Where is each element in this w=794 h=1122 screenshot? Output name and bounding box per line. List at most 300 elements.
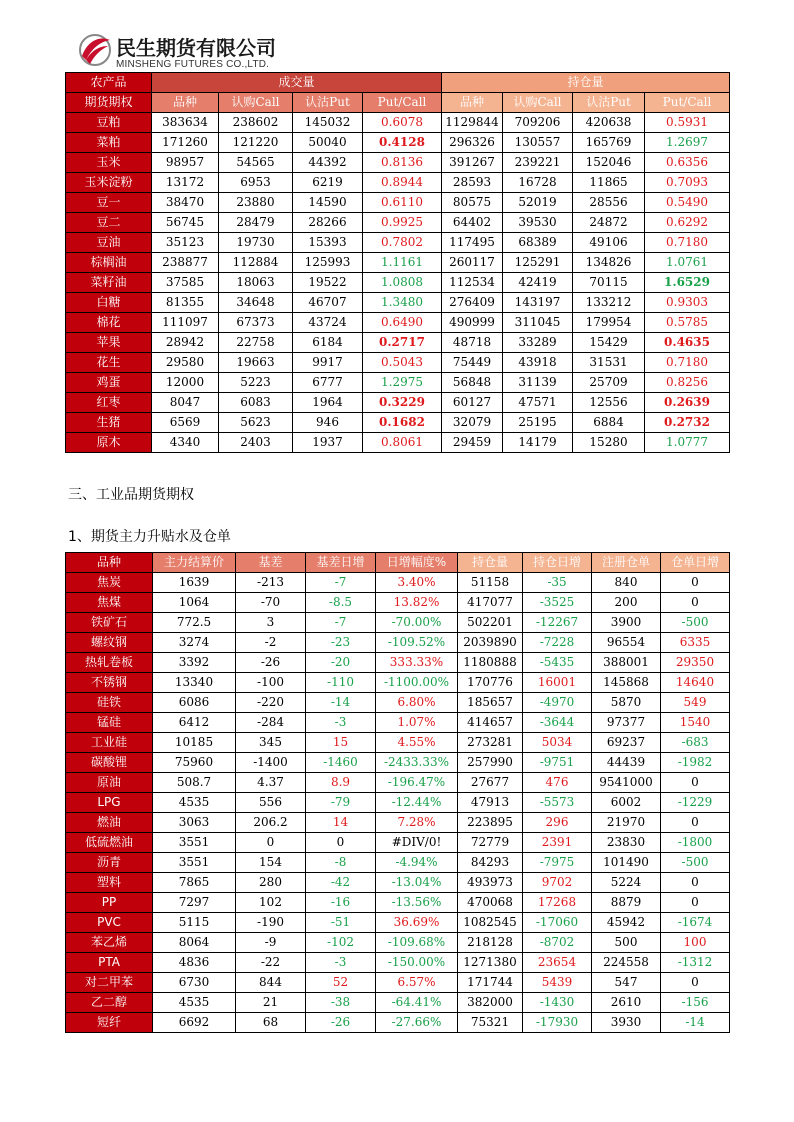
table-cell: -42 <box>306 873 376 893</box>
table-cell: -500 <box>661 613 730 633</box>
table-cell: 13172 <box>152 173 219 193</box>
table-cell: 0.8256 <box>645 373 730 393</box>
table-cell: 111097 <box>152 313 219 333</box>
table-cell: 5439 <box>523 973 592 993</box>
table-cell: 0.8061 <box>363 433 442 453</box>
table-cell: -9 <box>236 933 306 953</box>
table-cell: 13.82% <box>376 593 458 613</box>
subsection-title: 1、期货主力升贴水及仓单 <box>68 529 231 545</box>
table-row <box>66 333 730 353</box>
table-cell: 273281 <box>458 733 523 753</box>
table-cell: 47913 <box>458 793 523 813</box>
ind-product-name: 原油 <box>66 773 153 793</box>
table-cell: 6730 <box>153 973 236 993</box>
ind-product-name: PVC <box>66 913 153 933</box>
table-cell: 16001 <box>523 673 592 693</box>
table-cell: 0.7093 <box>645 173 730 193</box>
table-cell: 170776 <box>458 673 523 693</box>
table-cell: -109.52% <box>376 633 458 653</box>
ag-header-row <box>66 73 730 93</box>
table-cell: 125291 <box>503 253 573 273</box>
table-cell: 27677 <box>458 773 523 793</box>
table-cell: 260117 <box>442 253 503 273</box>
table-cell: 32079 <box>442 413 503 433</box>
ind-product-name: 工业硅 <box>66 733 153 753</box>
table-cell: -14 <box>306 693 376 713</box>
table-cell: 34648 <box>219 293 293 313</box>
table-cell: 112534 <box>442 273 503 293</box>
table-cell: 31531 <box>573 353 645 373</box>
ag-product-name: 鸡蛋 <box>66 373 152 393</box>
table-cell: 239221 <box>503 153 573 173</box>
table-cell: 8047 <box>152 393 219 413</box>
table-cell: -1982 <box>661 753 730 773</box>
table-row <box>66 293 730 313</box>
ind-product-name: PTA <box>66 953 153 973</box>
ind-column-header: 持仓日增 <box>523 553 592 573</box>
table-cell: 0.4635 <box>645 333 730 353</box>
table-cell: 21 <box>236 993 306 1013</box>
ind-product-name: 燃油 <box>66 813 153 833</box>
table-row <box>66 413 730 433</box>
table-cell: 28266 <box>293 213 363 233</box>
table-cell: -7 <box>306 573 376 593</box>
table-cell: 35123 <box>152 233 219 253</box>
table-cell: 6884 <box>573 413 645 433</box>
table-row <box>66 353 730 373</box>
table-cell: 844 <box>236 973 306 993</box>
table-cell: 1540 <box>661 713 730 733</box>
table-cell: 134826 <box>573 253 645 273</box>
table-cell: 9541000 <box>592 773 661 793</box>
table-cell: -3644 <box>523 713 592 733</box>
table-row <box>66 433 730 453</box>
table-cell: 1.0761 <box>645 253 730 273</box>
table-cell: 4535 <box>153 793 236 813</box>
table-cell: -4970 <box>523 693 592 713</box>
table-cell: 3063 <box>153 813 236 833</box>
table-cell: 19730 <box>219 233 293 253</box>
table-cell: -1312 <box>661 953 730 973</box>
table-cell: 383634 <box>152 113 219 133</box>
table-cell: 0.5931 <box>645 113 730 133</box>
table-cell: 502201 <box>458 613 523 633</box>
ind-product-name: 对二甲苯 <box>66 973 153 993</box>
table-cell: -51 <box>306 913 376 933</box>
table-cell: 709206 <box>503 113 573 133</box>
table-cell: 10185 <box>153 733 236 753</box>
table-cell: 75960 <box>153 753 236 773</box>
table-cell: 154 <box>236 853 306 873</box>
table-cell: 17268 <box>523 893 592 913</box>
ind-product-name: 苯乙烯 <box>66 933 153 953</box>
ag-product-name: 原木 <box>66 433 152 453</box>
table-cell: 28479 <box>219 213 293 233</box>
table-cell: 54565 <box>219 153 293 173</box>
table-row <box>66 573 730 593</box>
ag-product-name: 红枣 <box>66 393 152 413</box>
table-cell: 7865 <box>153 873 236 893</box>
minsheng-logo-icon <box>78 30 112 70</box>
ag-subheader-row <box>66 93 730 113</box>
table-cell: -8.5 <box>306 593 376 613</box>
ag-column-header: 认购Call <box>503 93 573 113</box>
table-cell: 4.55% <box>376 733 458 753</box>
table-cell: -110 <box>306 673 376 693</box>
table-cell: -12.44% <box>376 793 458 813</box>
table-row <box>66 313 730 333</box>
table-cell: -2 <box>236 633 306 653</box>
table-cell: 1.2697 <box>645 133 730 153</box>
table-cell: 42419 <box>503 273 573 293</box>
table-cell: 276409 <box>442 293 503 313</box>
table-row <box>66 153 730 173</box>
table-cell: 28556 <box>573 193 645 213</box>
table-cell: 6086 <box>153 693 236 713</box>
table-cell: 96554 <box>592 633 661 653</box>
table-cell: 7297 <box>153 893 236 913</box>
table-cell: 382000 <box>458 993 523 1013</box>
table-cell: -2433.33% <box>376 753 458 773</box>
ind-column-header: 基差 <box>236 553 306 573</box>
table-cell: -1400 <box>236 753 306 773</box>
table-cell: 218128 <box>458 933 523 953</box>
ag-product-name: 白糖 <box>66 293 152 313</box>
table-cell: -1100.00% <box>376 673 458 693</box>
table-cell: 31139 <box>503 373 573 393</box>
table-cell: 4340 <box>152 433 219 453</box>
table-cell: 1180888 <box>458 653 523 673</box>
ag-column-header: 认沽Put <box>573 93 645 113</box>
ind-column-header: 持仓量 <box>458 553 523 573</box>
table-cell: -8702 <box>523 933 592 953</box>
table-cell: 1.0808 <box>363 273 442 293</box>
table-cell: 0.8136 <box>363 153 442 173</box>
table-cell: -1229 <box>661 793 730 813</box>
table-cell: 84293 <box>458 853 523 873</box>
table-cell: 101490 <box>592 853 661 873</box>
table-cell: 46707 <box>293 293 363 313</box>
table-cell: -14 <box>661 1013 730 1033</box>
table-cell: 0.2732 <box>645 413 730 433</box>
ag-product-name: 棉花 <box>66 313 152 333</box>
ind-product-name: PP <box>66 893 153 913</box>
table-cell: 296 <box>523 813 592 833</box>
table-cell: 3551 <box>153 853 236 873</box>
table-row <box>66 233 730 253</box>
table-cell: 0.6292 <box>645 213 730 233</box>
table-cell: 1639 <box>153 573 236 593</box>
table-cell: 145032 <box>293 113 363 133</box>
table-row <box>66 773 730 793</box>
table-cell: 67373 <box>219 313 293 333</box>
table-row <box>66 653 730 673</box>
table-cell: 39530 <box>503 213 573 233</box>
table-cell: 3392 <box>153 653 236 673</box>
section-title: 三、工业品期货期权 <box>68 487 194 503</box>
table-cell: -109.68% <box>376 933 458 953</box>
table-cell: 1.6529 <box>645 273 730 293</box>
table-cell: 0.7180 <box>645 353 730 373</box>
ag-product-name: 豆油 <box>66 233 152 253</box>
table-cell: 29350 <box>661 653 730 673</box>
table-cell: 56848 <box>442 373 503 393</box>
table-cell: 414657 <box>458 713 523 733</box>
table-cell: -22 <box>236 953 306 973</box>
table-cell: -4.94% <box>376 853 458 873</box>
table-cell: 29459 <box>442 433 503 453</box>
industrial-basis-table <box>65 552 730 1033</box>
table-cell: 152046 <box>573 153 645 173</box>
table-cell: 70115 <box>573 273 645 293</box>
table-cell: 133212 <box>573 293 645 313</box>
table-cell: 25195 <box>503 413 573 433</box>
table-cell: 28942 <box>152 333 219 353</box>
ag-product-name: 玉米 <box>66 153 152 173</box>
table-cell: 112884 <box>219 253 293 273</box>
table-cell: -38 <box>306 993 376 1013</box>
table-cell: -220 <box>236 693 306 713</box>
table-row <box>66 813 730 833</box>
ag-options-table <box>65 72 730 453</box>
table-cell: 5623 <box>219 413 293 433</box>
table-cell: 51158 <box>458 573 523 593</box>
table-row <box>66 273 730 293</box>
table-cell: 0.2639 <box>645 393 730 413</box>
table-cell: 4836 <box>153 953 236 973</box>
table-cell: 420638 <box>573 113 645 133</box>
table-cell: 29580 <box>152 353 219 373</box>
table-cell: 24872 <box>573 213 645 233</box>
table-cell: 1.1161 <box>363 253 442 273</box>
table-cell: 15393 <box>293 233 363 253</box>
table-cell: 100 <box>661 933 730 953</box>
table-cell: 0 <box>661 973 730 993</box>
ind-product-name: 低硫燃油 <box>66 833 153 853</box>
ind-product-name: 焦煤 <box>66 593 153 613</box>
table-cell: 6692 <box>153 1013 236 1033</box>
table-cell: 25709 <box>573 373 645 393</box>
table-row <box>66 373 730 393</box>
table-cell: 1937 <box>293 433 363 453</box>
table-cell: 2403 <box>219 433 293 453</box>
table-cell: 0.2717 <box>363 333 442 353</box>
table-cell: -9751 <box>523 753 592 773</box>
table-cell: 19522 <box>293 273 363 293</box>
table-cell: 345 <box>236 733 306 753</box>
table-row <box>66 253 730 273</box>
table-row <box>66 993 730 1013</box>
ind-product-name: 塑料 <box>66 873 153 893</box>
ind-product-name: 螺纹钢 <box>66 633 153 653</box>
ind-product-name: 热轧卷板 <box>66 653 153 673</box>
table-cell: -12267 <box>523 613 592 633</box>
table-cell: 200 <box>592 593 661 613</box>
table-cell: -26 <box>236 653 306 673</box>
ag-column-header: Put/Call <box>645 93 730 113</box>
table-cell: -1460 <box>306 753 376 773</box>
table-cell: 490999 <box>442 313 503 333</box>
table-cell: -35 <box>523 573 592 593</box>
ind-header-row <box>66 553 730 573</box>
ag-product-name: 生猪 <box>66 413 152 433</box>
table-cell: 45942 <box>592 913 661 933</box>
table-cell: 97377 <box>592 713 661 733</box>
table-cell: 44392 <box>293 153 363 173</box>
table-cell: 50040 <box>293 133 363 153</box>
table-cell: 0.4128 <box>363 133 442 153</box>
table-cell: 3551 <box>153 833 236 853</box>
table-cell: -1800 <box>661 833 730 853</box>
table-cell: 6219 <box>293 173 363 193</box>
table-cell: 18063 <box>219 273 293 293</box>
company-name-en: MINSHENG FUTURES CO.,LTD. <box>116 59 270 70</box>
table-cell: -17060 <box>523 913 592 933</box>
table-cell: 388001 <box>592 653 661 673</box>
table-cell: -23 <box>306 633 376 653</box>
table-cell: 72779 <box>458 833 523 853</box>
table-cell: 8064 <box>153 933 236 953</box>
table-cell: 52 <box>306 973 376 993</box>
table-cell: 1.2975 <box>363 373 442 393</box>
table-cell: 0 <box>661 773 730 793</box>
table-cell: 6184 <box>293 333 363 353</box>
table-cell: 117495 <box>442 233 503 253</box>
table-row <box>66 613 730 633</box>
table-row <box>66 1013 730 1033</box>
ind-column-header: 仓单日增 <box>661 553 730 573</box>
table-cell: 6083 <box>219 393 293 413</box>
table-cell: 549 <box>661 693 730 713</box>
table-cell: 311045 <box>503 313 573 333</box>
table-cell: 0.5490 <box>645 193 730 213</box>
ind-product-name: 碳酸锂 <box>66 753 153 773</box>
table-cell: 238602 <box>219 113 293 133</box>
table-cell: 14640 <box>661 673 730 693</box>
table-row <box>66 113 730 133</box>
ag-product-name: 花生 <box>66 353 152 373</box>
table-cell: 21970 <box>592 813 661 833</box>
table-row <box>66 853 730 873</box>
table-cell: 5870 <box>592 693 661 713</box>
table-cell: 33289 <box>503 333 573 353</box>
table-cell: 2039890 <box>458 633 523 653</box>
table-cell: 9917 <box>293 353 363 373</box>
table-cell: 75449 <box>442 353 503 373</box>
ind-column-header: 品种 <box>66 553 153 573</box>
table-cell: 68389 <box>503 233 573 253</box>
table-cell: 470068 <box>458 893 523 913</box>
ag-column-header: 品种 <box>152 93 219 113</box>
table-cell: 80575 <box>442 193 503 213</box>
table-cell: 60127 <box>442 393 503 413</box>
table-cell: 547 <box>592 973 661 993</box>
table-cell: 4.37 <box>236 773 306 793</box>
table-cell: 840 <box>592 573 661 593</box>
table-cell: 6953 <box>219 173 293 193</box>
table-cell: 333.33% <box>376 653 458 673</box>
table-cell: 0.6078 <box>363 113 442 133</box>
table-cell: 0.9925 <box>363 213 442 233</box>
table-cell: 48718 <box>442 333 503 353</box>
table-cell: -70 <box>236 593 306 613</box>
table-cell: 19663 <box>219 353 293 373</box>
table-row <box>66 873 730 893</box>
table-cell: 3.40% <box>376 573 458 593</box>
table-cell: 185657 <box>458 693 523 713</box>
table-cell: -20 <box>306 653 376 673</box>
table-row <box>66 393 730 413</box>
table-cell: 1964 <box>293 393 363 413</box>
table-row <box>66 713 730 733</box>
ind-product-name: 焦炭 <box>66 573 153 593</box>
table-cell: 3930 <box>592 1013 661 1033</box>
table-cell: 0.7802 <box>363 233 442 253</box>
table-cell: -683 <box>661 733 730 753</box>
table-cell: 223895 <box>458 813 523 833</box>
table-cell: 43918 <box>503 353 573 373</box>
table-cell: 2610 <box>592 993 661 1013</box>
table-cell: -150.00% <box>376 953 458 973</box>
table-cell: 15280 <box>573 433 645 453</box>
ag-product-name: 苹果 <box>66 333 152 353</box>
table-cell: 280 <box>236 873 306 893</box>
table-cell: 508.7 <box>153 773 236 793</box>
table-cell: -7975 <box>523 853 592 873</box>
table-cell: 0.8944 <box>363 173 442 193</box>
table-cell: 13340 <box>153 673 236 693</box>
table-cell: -196.47% <box>376 773 458 793</box>
table-cell: 56745 <box>152 213 219 233</box>
table-row <box>66 133 730 153</box>
table-cell: 493973 <box>458 873 523 893</box>
table-cell: 6335 <box>661 633 730 653</box>
table-cell: 0.1682 <box>363 413 442 433</box>
table-cell: 206.2 <box>236 813 306 833</box>
table-cell: 12000 <box>152 373 219 393</box>
table-row <box>66 693 730 713</box>
table-cell: 500 <box>592 933 661 953</box>
table-row <box>66 633 730 653</box>
table-cell: 8.9 <box>306 773 376 793</box>
ind-product-name: 沥青 <box>66 853 153 873</box>
table-cell: -8 <box>306 853 376 873</box>
table-cell: 0 <box>306 833 376 853</box>
table-cell: 6.80% <box>376 693 458 713</box>
table-cell: 36.69% <box>376 913 458 933</box>
table-row <box>66 593 730 613</box>
company-logo <box>78 28 308 74</box>
ind-column-header: 基差日增 <box>306 553 376 573</box>
table-cell: 9702 <box>523 873 592 893</box>
table-cell: 0 <box>661 893 730 913</box>
table-cell: -1430 <box>523 993 592 1013</box>
table-cell: #DIV/0! <box>376 833 458 853</box>
table-cell: 6002 <box>592 793 661 813</box>
table-cell: 0.9303 <box>645 293 730 313</box>
table-cell: -17930 <box>523 1013 592 1033</box>
table-row <box>66 913 730 933</box>
table-cell: 179954 <box>573 313 645 333</box>
table-cell: 772.5 <box>153 613 236 633</box>
table-cell: 37585 <box>152 273 219 293</box>
table-cell: 296326 <box>442 133 503 153</box>
table-row <box>66 753 730 773</box>
table-cell: -79 <box>306 793 376 813</box>
table-cell: 946 <box>293 413 363 433</box>
table-cell: -5573 <box>523 793 592 813</box>
ind-product-name: 铁矿石 <box>66 613 153 633</box>
